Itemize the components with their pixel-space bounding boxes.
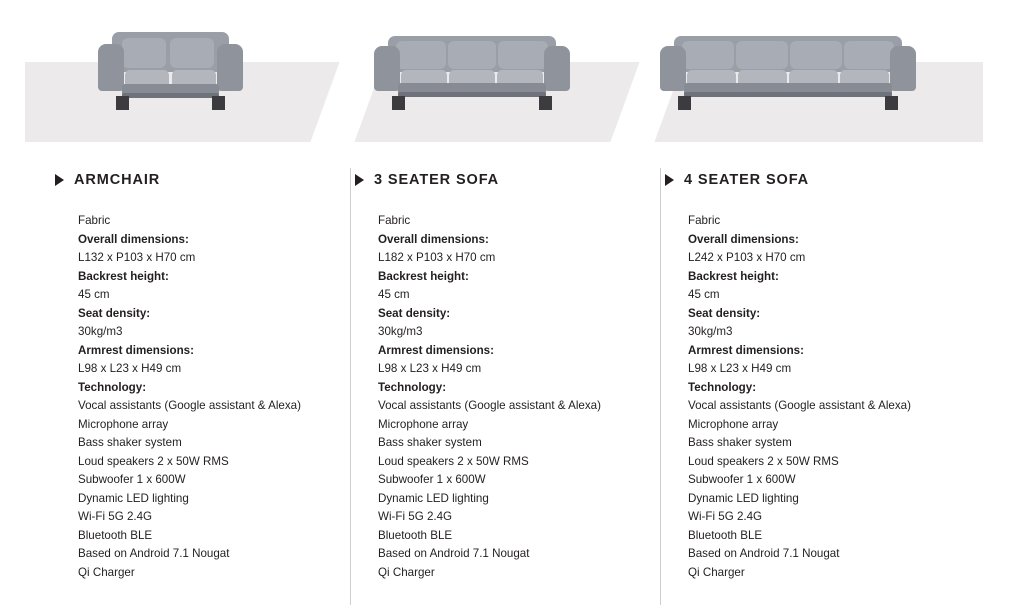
spec-item: Dynamic LED lighting	[378, 491, 489, 505]
spec-item: L98 x L23 x H49 cm	[688, 362, 792, 375]
spec-column-4-seater-sofa	[635, 150, 945, 605]
spec-item: Backrest height:	[378, 269, 469, 283]
spec-item: 30kg/m3	[688, 325, 733, 338]
spec-item: Seat density:	[78, 306, 151, 320]
spec-item: Backrest height:	[688, 269, 779, 283]
spec-column-armchair	[25, 150, 335, 605]
spec-item: Dynamic LED lighting	[78, 491, 189, 505]
spec-item: Fabric	[688, 214, 721, 227]
spec-item: Qi Charger	[688, 565, 745, 579]
spec-list-armchair	[78, 212, 328, 582]
play-triangle-icon	[355, 174, 364, 186]
product-illustrations	[0, 0, 1010, 150]
spec-item: Bluetooth BLE	[378, 528, 453, 542]
column-header-4-seater-sofa[interactable]	[665, 172, 809, 188]
spec-item: Technology:	[378, 380, 447, 394]
column-header-3-seater-sofa[interactable]	[355, 172, 499, 188]
spec-item: Vocal assistants (Google assistant & Alexa)	[688, 399, 911, 412]
spec-item: Bass shaker system	[688, 436, 792, 449]
spec-item: Armrest dimensions:	[378, 343, 494, 357]
spec-item: 30kg/m3	[378, 325, 423, 338]
spec-item: Bluetooth BLE	[78, 528, 153, 542]
spec-item: Bluetooth BLE	[688, 528, 763, 542]
spec-item: Bass shaker system	[378, 436, 482, 449]
spec-item: Based on Android 7.1 Nougat	[78, 547, 230, 560]
spec-item: Overall dimensions:	[688, 232, 799, 246]
spec-item: Fabric	[78, 214, 111, 227]
spec-item: L182 x P103 x H70 cm	[378, 251, 496, 264]
spec-item: L98 x L23 x H49 cm	[378, 362, 482, 375]
spec-item: Seat density:	[378, 306, 451, 320]
spec-item: Bass shaker system	[78, 436, 182, 449]
spec-item: Backrest height:	[78, 269, 169, 283]
spec-item: Seat density:	[688, 306, 761, 320]
spec-item: Technology:	[688, 380, 757, 394]
spec-item: 30kg/m3	[78, 325, 123, 338]
spec-item: Loud speakers 2 x 50W RMS	[78, 454, 229, 468]
spec-item: Wi-Fi 5G 2.4G	[688, 510, 763, 523]
spec-item: Wi-Fi 5G 2.4G	[78, 510, 153, 523]
spec-item: Qi Charger	[78, 565, 135, 579]
spec-item: Armrest dimensions:	[688, 343, 804, 357]
column-title: ARMCHAIR	[74, 172, 161, 188]
spec-item: L242 x P103 x H70 cm	[688, 251, 806, 264]
spec-item: Overall dimensions:	[378, 232, 489, 246]
column-title: 3 SEATER SOFA	[374, 172, 500, 188]
spec-item: 45 cm	[688, 288, 720, 301]
spec-item: Based on Android 7.1 Nougat	[688, 547, 840, 560]
spec-item: Overall dimensions:	[78, 232, 189, 246]
spec-item: Qi Charger	[378, 565, 435, 579]
spec-list-3-seater-sofa	[378, 212, 628, 582]
spec-item: 45 cm	[78, 288, 110, 301]
spec-item: Armrest dimensions:	[78, 343, 194, 357]
spec-item: Subwoofer 1 x 600W	[378, 473, 486, 486]
spec-item: Based on Android 7.1 Nougat	[378, 547, 530, 560]
product-image-4-seater-sofa	[660, 30, 916, 115]
spec-item: Microphone array	[78, 417, 169, 431]
spec-item: Fabric	[378, 214, 411, 227]
spec-item: Microphone array	[688, 417, 779, 431]
spec-item: Dynamic LED lighting	[688, 491, 799, 505]
spec-item: Vocal assistants (Google assistant & Alexa)	[378, 399, 601, 412]
spec-item: Subwoofer 1 x 600W	[688, 473, 796, 486]
spec-item: Loud speakers 2 x 50W RMS	[378, 454, 529, 468]
spec-item: Microphone array	[378, 417, 469, 431]
spec-item: 45 cm	[378, 288, 410, 301]
spec-item: L132 x P103 x H70 cm	[78, 251, 196, 264]
spec-item: Wi-Fi 5G 2.4G	[378, 510, 453, 523]
play-triangle-icon	[665, 174, 674, 186]
spec-columns	[0, 150, 1010, 605]
spec-item: L98 x L23 x H49 cm	[78, 362, 182, 375]
spec-item: Vocal assistants (Google assistant & Alexa)	[78, 399, 301, 412]
play-triangle-icon	[55, 174, 64, 186]
spec-item: Subwoofer 1 x 600W	[78, 473, 186, 486]
product-image-armchair	[98, 30, 243, 115]
column-title: 4 SEATER SOFA	[684, 172, 810, 188]
spec-item: Technology:	[78, 380, 147, 394]
spec-list-4-seater-sofa	[688, 212, 938, 582]
product-image-3-seater-sofa	[374, 30, 570, 115]
spec-item: Loud speakers 2 x 50W RMS	[688, 454, 839, 468]
spec-column-3-seater-sofa	[325, 150, 635, 605]
column-header-armchair[interactable]	[55, 172, 160, 188]
